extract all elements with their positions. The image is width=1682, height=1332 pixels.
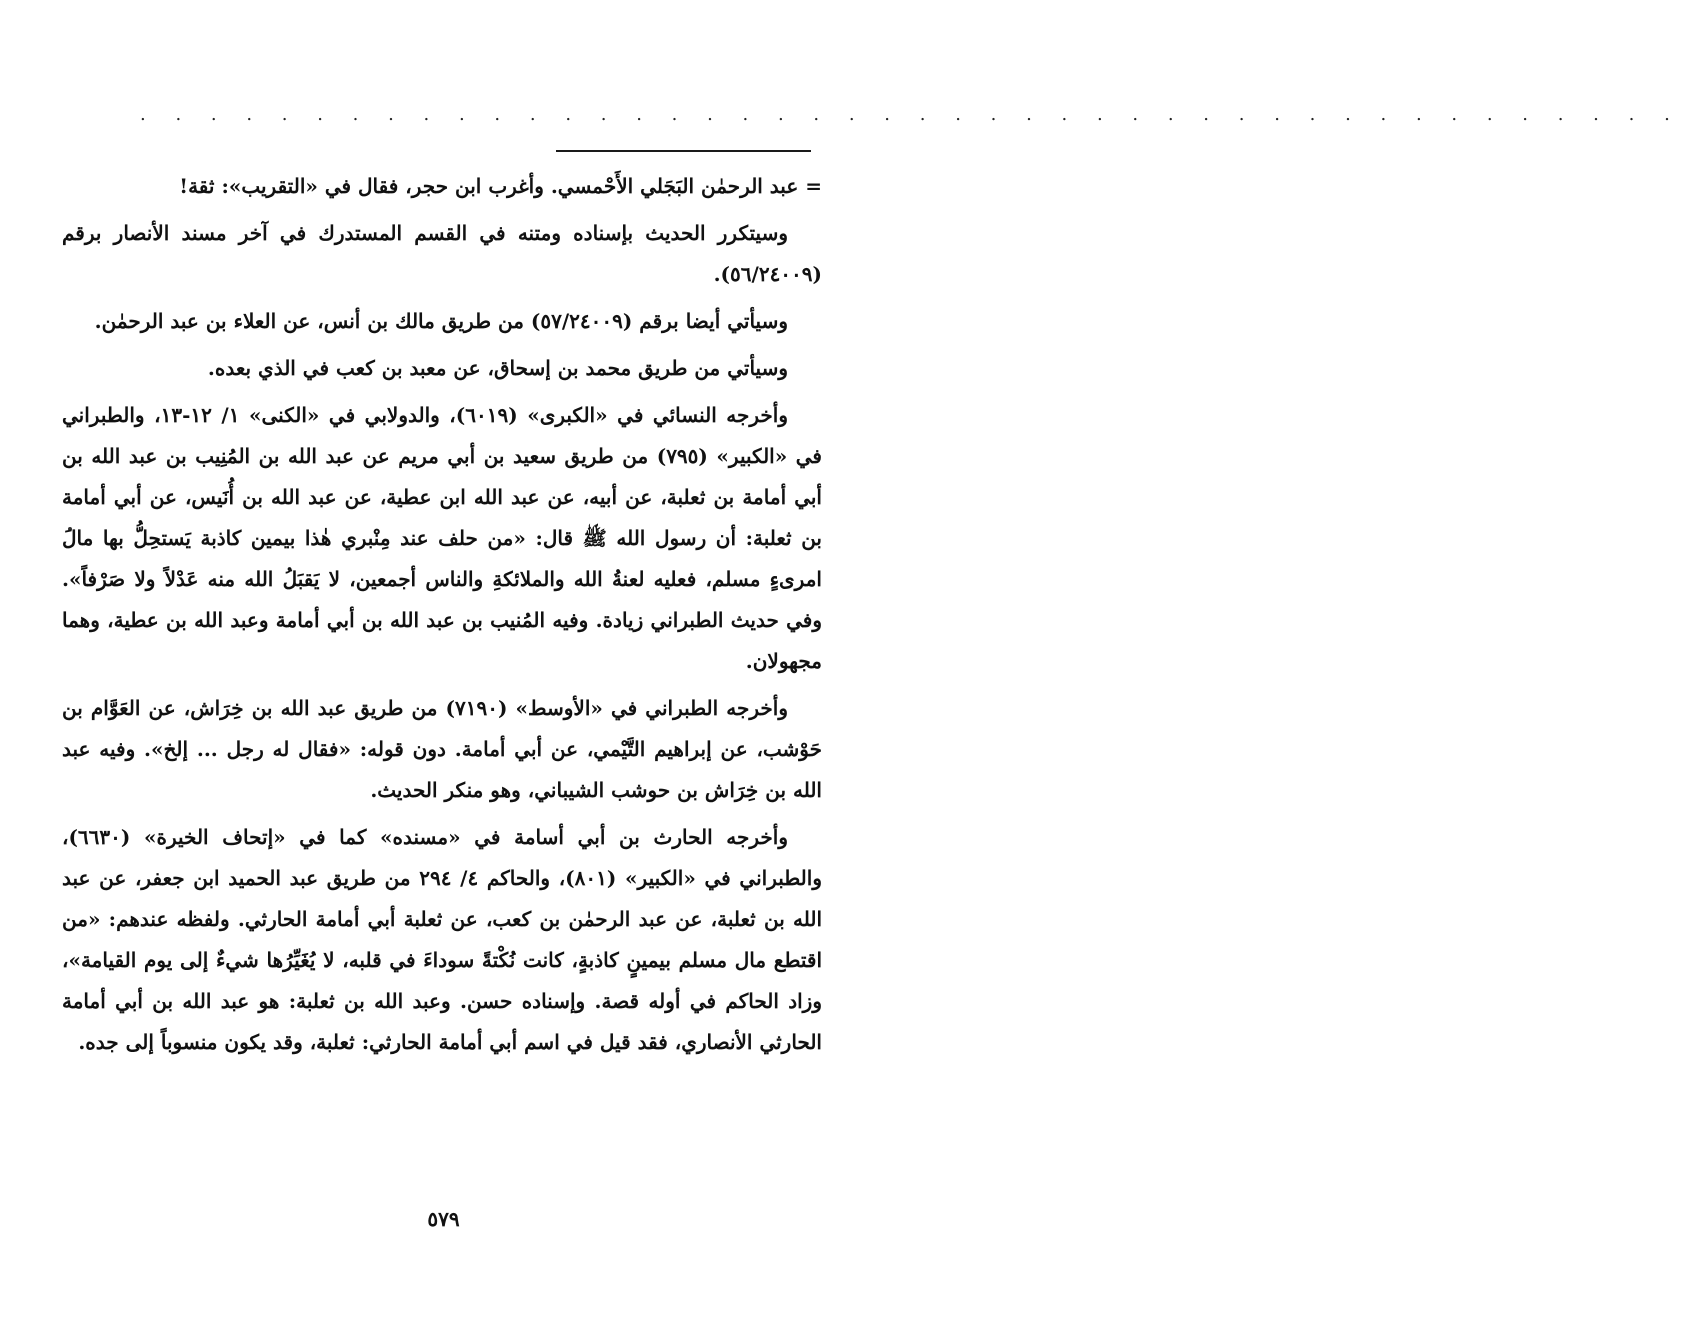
paragraph-4: وسيأتي من طريق محمد بن إسحاق، عن معبد بن كعب في الذي بعده. [207,356,788,380]
paragraph-1: = عبد الرحمٰن البَجَلي الأَحْمسي. وأغرب ابن حجر، فقال في «التقريب»: ثقة! [179,174,822,198]
footnote-text [62,166,822,1069]
footnote-rule [556,150,811,152]
paragraph-5: وأخرجه النسائي في «الكبرى» (٦٠١٩)، والدولابي في «الكنى» ١/ ١٢-١٣، والطبراني في «الكبير» (٧٩٥) من طريق سعيد بن أبي مريم عن عبد الله بن المُنِيب بن عبد الله بن أبي أمامة بن ثعلبة، عن أبيه، عن عبد الله ابن عطية، عن عبد الله بن أُنَيس، عن أبي أمامة بن ثعلبة: أن رسول الله ﷺ قال: «من حلف عند مِنْبري هٰذا بيمين كاذبة يَستحِلُّ بها مالَ امرىءٍ مسلم، فعليه لعنةُ الله والملائكةِ والناس أجمعين، لا يَقبَلُ الله منه عَدْلاً ولا صَرْفاً». وفي حديث الطبراني زيادة. وفيه المُنيب بن عبد الله بن أبي أمامة وعبد الله بن عطية، وهما مجهولان. [62,403,822,673]
paragraph-2: وسيتكرر الحديث بإسناده ومتنه في القسم المستدرك في آخر مسند الأنصار برقم (٥٦/٢٤٠٠٩). [62,221,822,286]
separator-dots: . . . . . . . . . . . . . . . . . . . . . . . . . . . . . . . . . . . . . . . . . . . . [140,104,1682,125]
paragraph-3: وسيأتي أيضا برقم (٥٧/٢٤٠٠٩) من طريق مالك بن أنس، عن العلاء بن عبد الرحمٰن. [94,309,788,333]
paragraph-6: وأخرجه الطبراني في «الأوسط» (٧١٩٠) من طريق عبد الله بن خِرَاش، عن العَوَّام بن حَوْشب، عن إبراهيم التَّيْمي، عن أبي أمامة. دون قوله: «فقال له رجل ... إلخ». وفيه عبد الله بن خِرَاش بن حوشب الشيباني، وهو منكر الحديث. [62,696,822,802]
page-number: ٥٧٩ [427,1207,460,1231]
paragraph-7: وأخرجه الحارث بن أبي أسامة في «مسنده» كما في «إتحاف الخيرة» (٦٦٣٠)، والطبراني في «الكبير» (٨٠١)، والحاكم ٤/ ٢٩٤ من طريق عبد الحميد ابن جعفر، عن عبد الله بن ثعلبة، عن عبد الرحمٰن بن كعب، عن ثعلبة أبي أمامة الحارثي. ولفظه عندهم: «من اقتطع مال مسلم بيمينٍ كاذبةٍ، كانت نُكْتةً سوداءَ في قلبه، لا يُغَيِّرُها شيءٌ إلى يوم القيامة»، وزاد الحاكم في أوله قصة. وإسناده حسن. وعبد الله بن ثعلبة: هو عبد الله بن أبي أمامة الحارثي الأنصاري، فقد قيل في اسم أبي أمامة الحارثي: ثعلبة، وقد يكون منسوباً إلى جده. [62,825,822,1054]
